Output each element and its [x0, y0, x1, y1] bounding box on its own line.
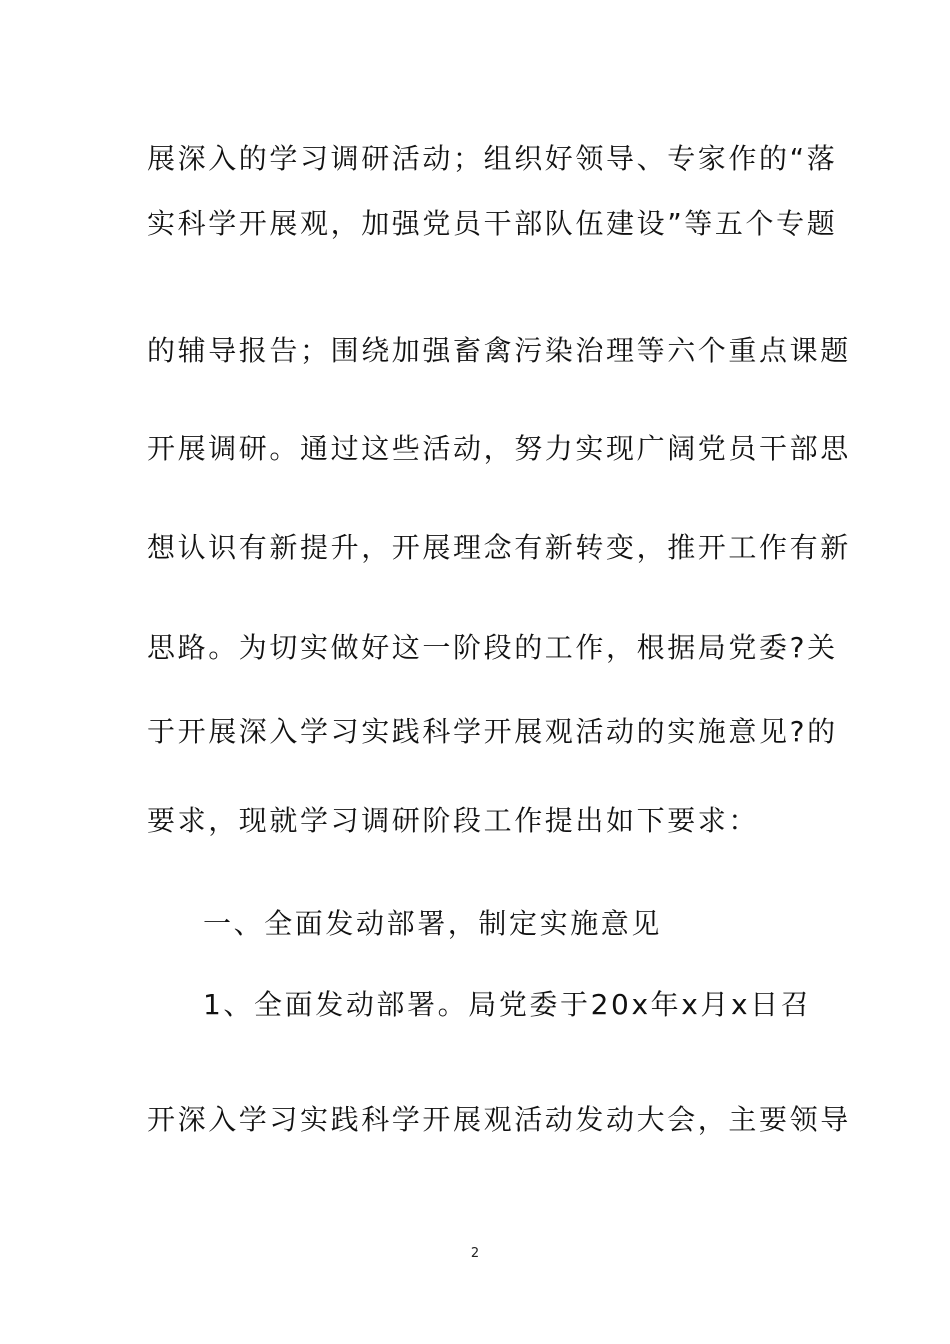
body-text-line-4: 开展调研。通过这些活动，努力实现广阔党员干部思 [147, 432, 851, 465]
body-text-line-6: 思路。为切实做好这一阶段的工作，根据局党委?关 [147, 631, 838, 664]
page-number: 2 [470, 1246, 480, 1261]
numbered-paragraph-line-1: 1、全面发动部署。局党委于20x年x月x日召 [203, 988, 812, 1021]
body-text-line-7: 于开展深入学习实践科学开展观活动的实施意见?的 [147, 715, 838, 748]
section-heading: 一、全面发动部署，制定实施意见 [203, 907, 663, 940]
body-text-line-8: 要求，现就学习调研阶段工作提出如下要求： [147, 804, 760, 837]
numbered-paragraph-line-2: 开深入学习实践科学开展观活动发动大会，主要领导 [147, 1103, 851, 1136]
body-text-line-5: 想认识有新提升，开展理念有新转变，推开工作有新 [147, 531, 851, 564]
body-text-line-1: 展深入的学习调研活动；组织好领导、专家作的“落 [147, 142, 838, 175]
body-text-line-3: 的辅导报告；围绕加强畜禽污染治理等六个重点课题 [147, 334, 851, 367]
body-text-line-2: 实科学开展观，加强党员干部队伍建设”等五个专题 [147, 207, 838, 240]
